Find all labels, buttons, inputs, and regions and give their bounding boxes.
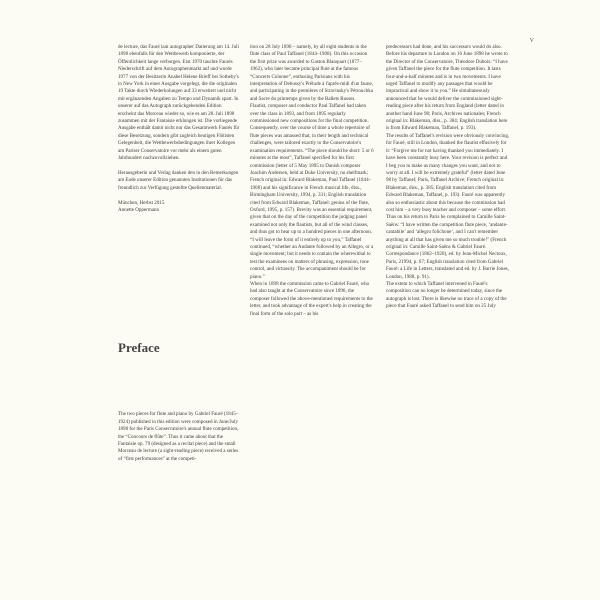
column-left bbox=[118, 44, 240, 463]
author-name: Annette Oppermann bbox=[118, 206, 160, 213]
paragraph: When in 1898 the commission came to Gabriel Fauré, who had also taught at the Conservatoire since 1896, the composer followed the above-mentioned requirements to the letter, and took advantage of the expert's help in creating the final form of the solo part – as his bbox=[250, 281, 373, 317]
paragraph: The results of Taffanel's revision were obviously convincing, for Fauré, still in London, thanked the flautist effusively for it: “Forgive me for not having thanked you immediately. I have been constantly busy here. Your revision is perfect and I beg you to make as many changes you want, and not to worry at all. I will be extremely grateful” (letter dated June 98 by Taffanel; Paris, Taffanel Archive; French original in: Blakeman, diss., p. 385; English translation cited from Edward Blakeman, Taffanel, p. 193). Fauré was apparently also so enthusiastic about this because the commission had cost him – a very busy teacher and composer – some effort. Thus on his return to Paris he complained to Camille Saint-Saëns: “I have written the competition flute piece, ‘andante-cantabile’ and ‘allegro folichone’, and I can't remember anything at all that has given me so much trouble!” (French original in: Camille Saint-Saëns & Gabriel Fauré. Correspondance (1862–1920), ed. by Jean-Michel Nectoux, Paris, 21994, p. 67; English translation cited from Gabriel Fauré: a Life in Letters, translated and ed. by J. Barrie Jones, London, 1988, p. 91). bbox=[386, 132, 510, 280]
paragraph: The extent to which Taffanel intervened in Fauré's composition can no longer be determined today, since the autograph is lost. There is likewise no trace of a copy of the piece that Fauré asked Taffanel to send him on 25 July bbox=[386, 281, 507, 310]
paragraph: Flautist, composer and conductor Paul Taffanel had taken over the class in 1893, and from 1895 regularly commissioned new compositions for the final competition. Consequently, over the course of time a whole repertoire of flute pieces was amassed that, in their length and technical challenges, were tailored exactly to the Conservatoire's examination requirements. “The piece should be short: 5 or 6 minutes at the most”, Taffanel specified for his first commission (letter of 5 May 1895 to Danish composer Joachim Andersen, held at Duke University, no shelfmark; French original in: Edward Blakeman, Paul Taffanel (1844–1908) and his significance in French musical life, diss., Birmingham University, 1994, p. 331; English translation cited from Edward Blakeman, Taffanel: genius of the flute, Oxford, 1995, p. 157). Brevity was an essential requirement, given that on the day of the competition the judging panel examined not only the flautists, but all of the wind classes, and thus got to hear up to a hundred pieces in one afternoon. “I will leave the form of it entirely up to you,” Taffanel continued, “whether an Andante followed by an Allegro, or a single movement; but it needs to contain the wherewithal to test the examinees on matters of phrasing, expression, tone control, and virtuosity. The accompaniment should be for piano.” bbox=[250, 103, 374, 280]
paragraph: Herausgeberin und Verlag danken den in den Bemerkungen am Ende unserer Edition genannten Institutionen für das freundlich zur Verfügung gestellte Quellenmaterial. bbox=[118, 169, 239, 191]
column-middle bbox=[250, 44, 374, 318]
page-number: V bbox=[529, 38, 534, 44]
paragraph: The two pieces for flute and piano by Gabriel Fauré (1845–1924) published in this edition were composed in June/July 1898 for the Paris Conservatoire's annual flute competition, the “Concours de flûte”. Thus it came about that the Fantaisie op. 79 (designed as a recital piece) and the small Morceau de lecture (a sight-reading piece) received a series of “first performances” at the competi- bbox=[118, 411, 239, 462]
place-date: München, Herbst 2015 bbox=[118, 199, 165, 206]
section-heading: Preface bbox=[118, 340, 160, 356]
paragraph: de lecture, das Fauré laut autographer Datierung am 14. Juli 1898 ebenfalls für den Wettbewerb komponierte, der Öffentlichkeit lange verborgen. Erst 1970 tauchte Faurés Niederschrift auf dem Autographenmarkt auf und wurde 1977 von der Besitzerin Anabel Helene Brieff bei Sotheby's in New York in einer Ausgabe vorgelegt, die die originalen 19 Takte durch Wiederholungen auf 33 erweitert und nicht mit ergänzenden Angaben zu Tempo und Dynamik spart. In unserer auf das Autograph zurückgehenden Edition erscheint das Morceau wieder so, wie es am 28. Juli 1898 zusammen mit der Fantaisie erklungen ist. Die vorliegende Ausgabe enthält damit nicht nur das Gesamtwerk Faurés für diese Besetzung, sondern gibt zugleich heutigen Flötisten Gelegenheit, die Wettbewerbsbedingungen ihrer Kollegen am Pariser Conservatoire vor mehr als einem guten Jahrhundert nachzuvollziehen. bbox=[118, 44, 240, 162]
column-right bbox=[386, 44, 510, 311]
paragraph: predecessors had done, and his successors would do also. Before his departure to London on 16 June 1898 he wrote to the Director of the Conservatoire, Théodore Dubois: “I have given Taffanel the piece for the flute competition. It lasts four-and-a-half minutes and is in two movements. I have urged Taffanel to modify any passages that would be impractical and show it to you.” He simultaneously announced that he would deliver the commissioned sight-reading piece after his return from England (letter dated in another hand June 98; Paris, Archives nationales; French original in: Blakeman, diss., p. 384; English translation here is from Edward Blakeman, Taffanel, p. 193). bbox=[386, 44, 508, 132]
paragraph: tion on 28 July 1898 – namely, by all eight students in the flute class of Paul Taffanel (1844–1908). On this occasion the first prize was awarded to Gaston Blanquart (1877–1962), who later became principal flute at the famous “Concerts Colonne”, enthusing Parisians with his interpretation of Debussy's Prélude à l'après-midi d'un faune, and participating in the premières of Stravinsky's Pétrouchka and Sacre du printemps given by the Ballets Russes. bbox=[250, 44, 373, 102]
